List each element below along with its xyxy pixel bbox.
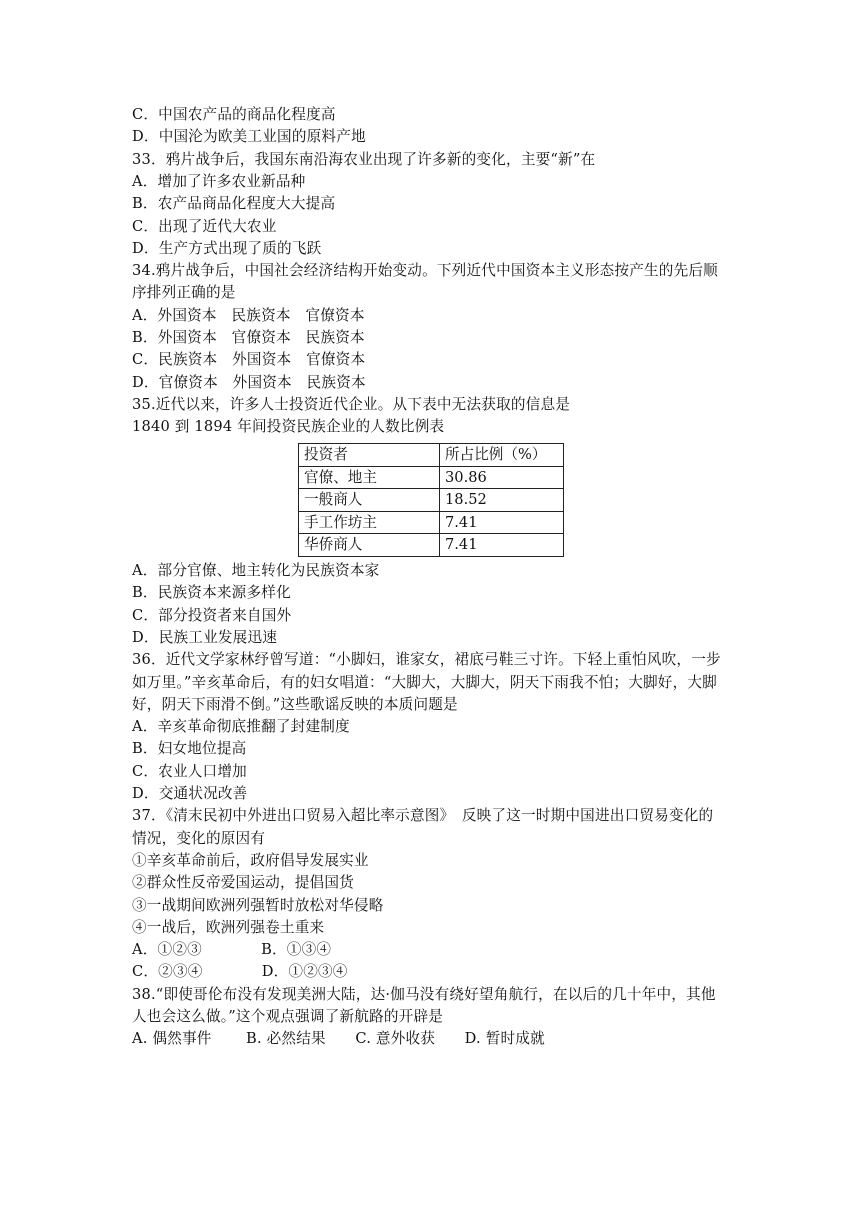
text-line: 35.近代以来，许多人士投资近代企业。从下表中无法获取的信息是 (132, 395, 571, 413)
text-line: C．部分投资者来自国外 (132, 606, 292, 624)
table-row (299, 489, 564, 512)
text-line: ①辛亥革命前后，政府倡导发展实业 (132, 851, 369, 869)
table-row (299, 511, 564, 534)
text-line: 34.鸦片战争后，中国社会经济结构开始变动。下列近代中国资本主义形态按产生的先后顺 (132, 262, 718, 280)
text-line: A. 偶然事件 B. 必然结果 C. 意外收获 D. 暂时成就 (132, 1030, 545, 1048)
text-line: A．部分官僚、地主转化为民族资本家 (132, 562, 380, 579)
text-line: B．妇女地位提高 (132, 740, 247, 758)
text-line: D．官僚资本 外国资本 民族资本 (132, 373, 366, 391)
table-header-row (299, 444, 564, 467)
table-row (299, 534, 564, 557)
text-line: 33．鸦片战争后，我国东南沿海农业出现了许多新的变化，主要“新”在 (132, 150, 596, 168)
text-line: 人也会这么做。”这个观点强调了新航路的开辟是 (132, 1008, 444, 1025)
text-line: C．中国农产品的商品化程度高 (132, 106, 336, 123)
table-cell: 30.86 (440, 466, 564, 489)
text-line: 如万里。”辛亥革命后，有的妇女唱道：“大脚大，大脚大，阴天下雨我不怕；大脚好，大脚 (132, 673, 717, 691)
text-line: 序排列正确的是 (132, 284, 236, 302)
table-row (299, 466, 564, 489)
text-line: B．民族资本来源多样化 (132, 584, 291, 602)
table-cell: 官僚、地主 (299, 466, 440, 489)
table-header-cell: 所占比例（%） (440, 444, 564, 467)
text-line: 38.“即使哥伦布没有发现美洲大陆，达·伽马没有绕好望角航行，在以后的几十年中，其他 (132, 985, 716, 1003)
text-line: 1840 到 1894 年间投资民族企业的人数比例表 (132, 418, 445, 436)
text-line: C．②③④ D．①②③④ (132, 963, 348, 981)
text-line: A．辛亥革命彻底推翻了封建制度 (132, 718, 350, 736)
text-line: 37．《清末民初中外进出口贸易入超比率示意图》 反映了这一时期中国进出口贸易变化的 (132, 807, 714, 825)
table-cell: 7.41 (440, 534, 564, 557)
table-cell: 7.41 (440, 511, 564, 534)
text-line: C．民族资本 外国资本 官僚资本 (132, 351, 366, 369)
text-line: B．外国资本 官僚资本 民族资本 (132, 329, 365, 346)
text-line: B．农产品商品化程度大大提高 (132, 195, 336, 213)
text-line: C．出现了近代大农业 (132, 217, 277, 235)
text-line: D．生产方式出现了质的飞跃 (132, 239, 322, 257)
text-line: A．增加了许多农业新品种 (132, 172, 306, 190)
text-line: A．①②③ B．①③④ (132, 941, 332, 959)
text-line: C．农业人口增加 (132, 762, 247, 780)
text-line: ③一战期间欧洲列强暂时放松对华侵略 (132, 896, 384, 914)
text-line: A．外国资本 民族资本 官僚资本 (132, 306, 365, 324)
table-header-cell: 投资者 (299, 444, 440, 467)
table-cell: 18.52 (440, 489, 564, 512)
text-line: ④一战后，欧洲列强卷土重来 (132, 918, 325, 936)
text-line: 情况，变化的原因有 (132, 829, 266, 847)
text-line: ②群众性反帝爱国运动，提倡国货 (132, 874, 354, 892)
table-cell: 一般商人 (299, 489, 440, 512)
text-line: 36．近代文学家林纾曾写道：“小脚妇，谁家女，裙底弓鞋三寸许。下轻上重怕风吹，一步 (132, 651, 721, 669)
table-cell: 华侨商人 (299, 534, 440, 557)
text-line: D．民族工业发展迅速 (132, 628, 278, 646)
investor-ratio-table (298, 443, 564, 557)
text-line: D．交通状况改善 (132, 785, 248, 802)
text-line: 好，阴天下雨滑不倒。”这些歌谣反映的本质问题是 (132, 695, 458, 713)
text-line: D．中国沦为欧美工业国的原料产地 (132, 128, 366, 146)
table-cell: 手工作坊主 (299, 511, 440, 534)
